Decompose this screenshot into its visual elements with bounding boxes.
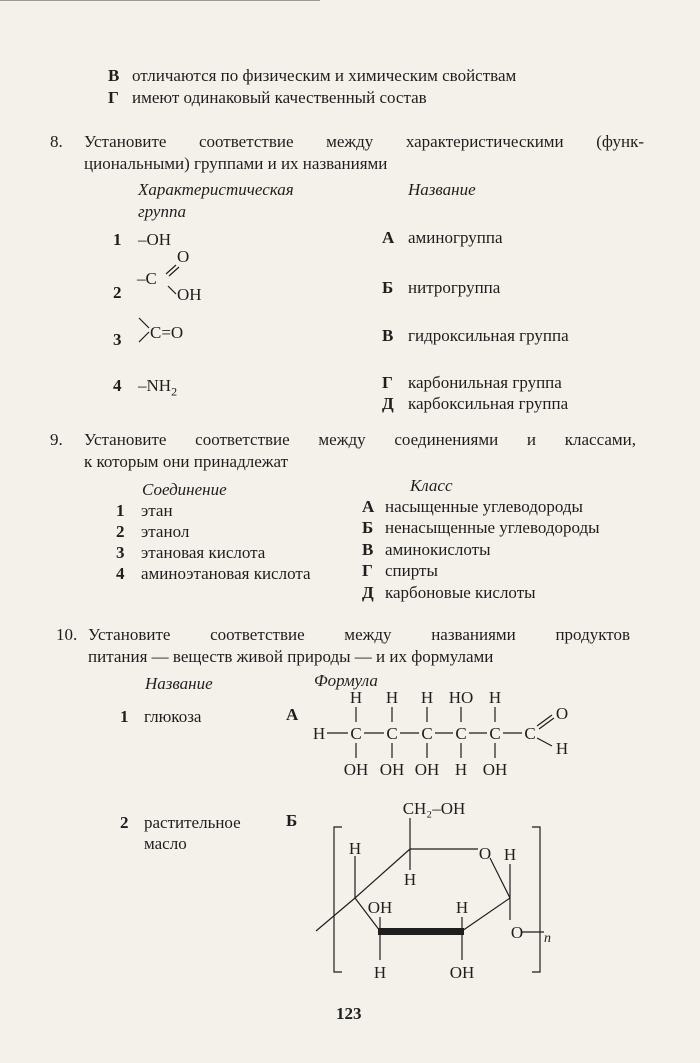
group-formula-nh2 [138, 376, 177, 401]
prev-option-text: отличаются по физическим и химическим свойствам [132, 66, 517, 85]
group-number: 3 [113, 330, 122, 349]
class-letter: А [362, 497, 375, 516]
name-letter: Б [382, 278, 394, 297]
group-number: 2 [113, 283, 122, 302]
question-8-text-line1: Установите соответствие между характеристическими (функ- [84, 132, 644, 151]
glucose-carbon: C [455, 724, 467, 743]
compound-number: 3 [116, 543, 125, 562]
cellulose-h-inner: H [403, 870, 417, 889]
glucose-bottom-label: OH [414, 760, 440, 779]
question-9-number: 9. [50, 430, 63, 449]
nh-subscript: 2 [171, 384, 178, 399]
compound-number: 2 [116, 522, 125, 541]
carboxyl-c: –C [137, 269, 157, 288]
glucose-carbon: C [489, 724, 501, 743]
cellulose-h-right: H [503, 845, 517, 864]
name-letter: А [382, 228, 395, 247]
compound-text: этан [141, 501, 173, 520]
name-letter: Д [382, 394, 394, 413]
compound-text: аминоэтановая кислота [141, 564, 311, 583]
product-text: растительное [144, 813, 241, 832]
glucose-formula [308, 686, 584, 780]
carboxyl-o: O [177, 247, 190, 266]
q9-column-header-left: Соединение [142, 480, 227, 499]
q9-column-header-right: Класс [410, 476, 453, 495]
question-10-text-line1: Установите соответствие между названиями продуктов [88, 625, 630, 644]
prev-option-letter: Г [108, 88, 119, 107]
glucose-carbon: C [350, 724, 362, 743]
prev-option-text: имеют одинаковый качественный состав [132, 88, 427, 107]
q10-column-header-right: Формула [314, 671, 378, 690]
prev-option-letter: В [108, 66, 120, 85]
glucose-carbon: C [524, 724, 536, 743]
glucose-bottom-label: OH [379, 760, 405, 779]
glucose-top-label: H [349, 688, 363, 707]
formula-letter: А [286, 705, 299, 724]
class-letter: Г [362, 561, 373, 580]
q8-column-header-left: Характеристическая [138, 180, 294, 199]
compound-text: этанол [141, 522, 190, 541]
group-number: 4 [113, 376, 122, 395]
cellulose-oh-bottom: OH [449, 963, 475, 982]
name-letter: В [382, 326, 394, 345]
group-number: 1 [113, 230, 122, 249]
glucose-bottom-label: OH [482, 760, 508, 779]
class-text: спирты [385, 561, 438, 580]
question-9-text-line1: Установите соответствие между соединениями и классами, [84, 430, 636, 449]
glucose-top-label: HO [448, 688, 474, 707]
glucose-top-label: H [385, 688, 399, 707]
nh-text: –NH [138, 376, 172, 395]
question-9-text-line2: к которым они принадлежат [84, 452, 289, 471]
cellulose-h-inner2: H [455, 898, 469, 917]
question-10-number: 10. [56, 625, 78, 644]
compound-number: 4 [116, 564, 125, 583]
glucose-top-label: H [420, 688, 434, 707]
class-text: ненасыщенные углеводороды [385, 518, 600, 537]
carboxyl-oh: OH [177, 285, 202, 304]
class-letter: Б [362, 518, 374, 537]
name-text: гидроксильная группа [408, 326, 569, 345]
formula-letter: Б [286, 811, 298, 830]
compound-number: 1 [116, 501, 125, 520]
q8-column-header-left-2: группа [138, 202, 186, 221]
page-number: 123 [336, 1004, 362, 1023]
question-10-text-line2: питания — веществ живой природы — и их формулами [88, 647, 494, 666]
product-number: 2 [120, 813, 129, 832]
group-formula-oh: –OH [138, 230, 172, 249]
class-text: аминокислоты [385, 540, 491, 559]
q10-column-header-left: Название [145, 674, 213, 693]
cellulose-h-bottom: H [373, 963, 387, 982]
cellulose-o-link: O [510, 923, 524, 942]
glucose-bottom-label: OH [343, 760, 369, 779]
glucose-bottom-label: H [454, 760, 468, 779]
glucose-left-h: H [312, 724, 326, 743]
name-text: аминогруппа [408, 228, 503, 247]
class-letter: Д [362, 583, 374, 602]
class-letter: В [362, 540, 374, 559]
class-text: насыщенные углеводороды [385, 497, 583, 516]
cellulose-n: n [544, 931, 551, 946]
name-text: карбоксильная группа [408, 394, 569, 413]
glucose-top-label: H [488, 688, 502, 707]
class-text: карбоновые кислоты [385, 583, 536, 602]
cellulose-ring-o: O [478, 844, 492, 863]
cellulose-oh-inner: OH [367, 898, 393, 917]
top-edge-line [0, 0, 320, 1]
product-text-line2: масло [144, 834, 187, 853]
carboxyl-group-formula [135, 244, 225, 308]
name-letter: Г [382, 373, 393, 392]
glucose-carbon: C [386, 724, 398, 743]
question-8-number: 8. [50, 132, 63, 151]
question-8-text-line2: циональными) группами и их названиями [84, 154, 388, 173]
q8-column-header-right: Название [408, 180, 476, 199]
name-text: карбонильная группа [408, 373, 562, 392]
product-number: 1 [120, 707, 129, 726]
cellulose-ch2oh: CH₂–OH [402, 799, 466, 818]
glucose-carbon: C [421, 724, 433, 743]
compound-text: этановая кислота [141, 543, 266, 562]
glucose-ald-h: H [555, 739, 569, 758]
cellulose-formula [312, 792, 562, 997]
cellulose-h-left: H [348, 839, 362, 858]
group-formula-carbonyl: C=O [150, 323, 184, 342]
name-text: нитрогруппа [408, 278, 501, 297]
glucose-ald-o: O [555, 704, 569, 723]
product-text: глюкоза [144, 707, 202, 726]
